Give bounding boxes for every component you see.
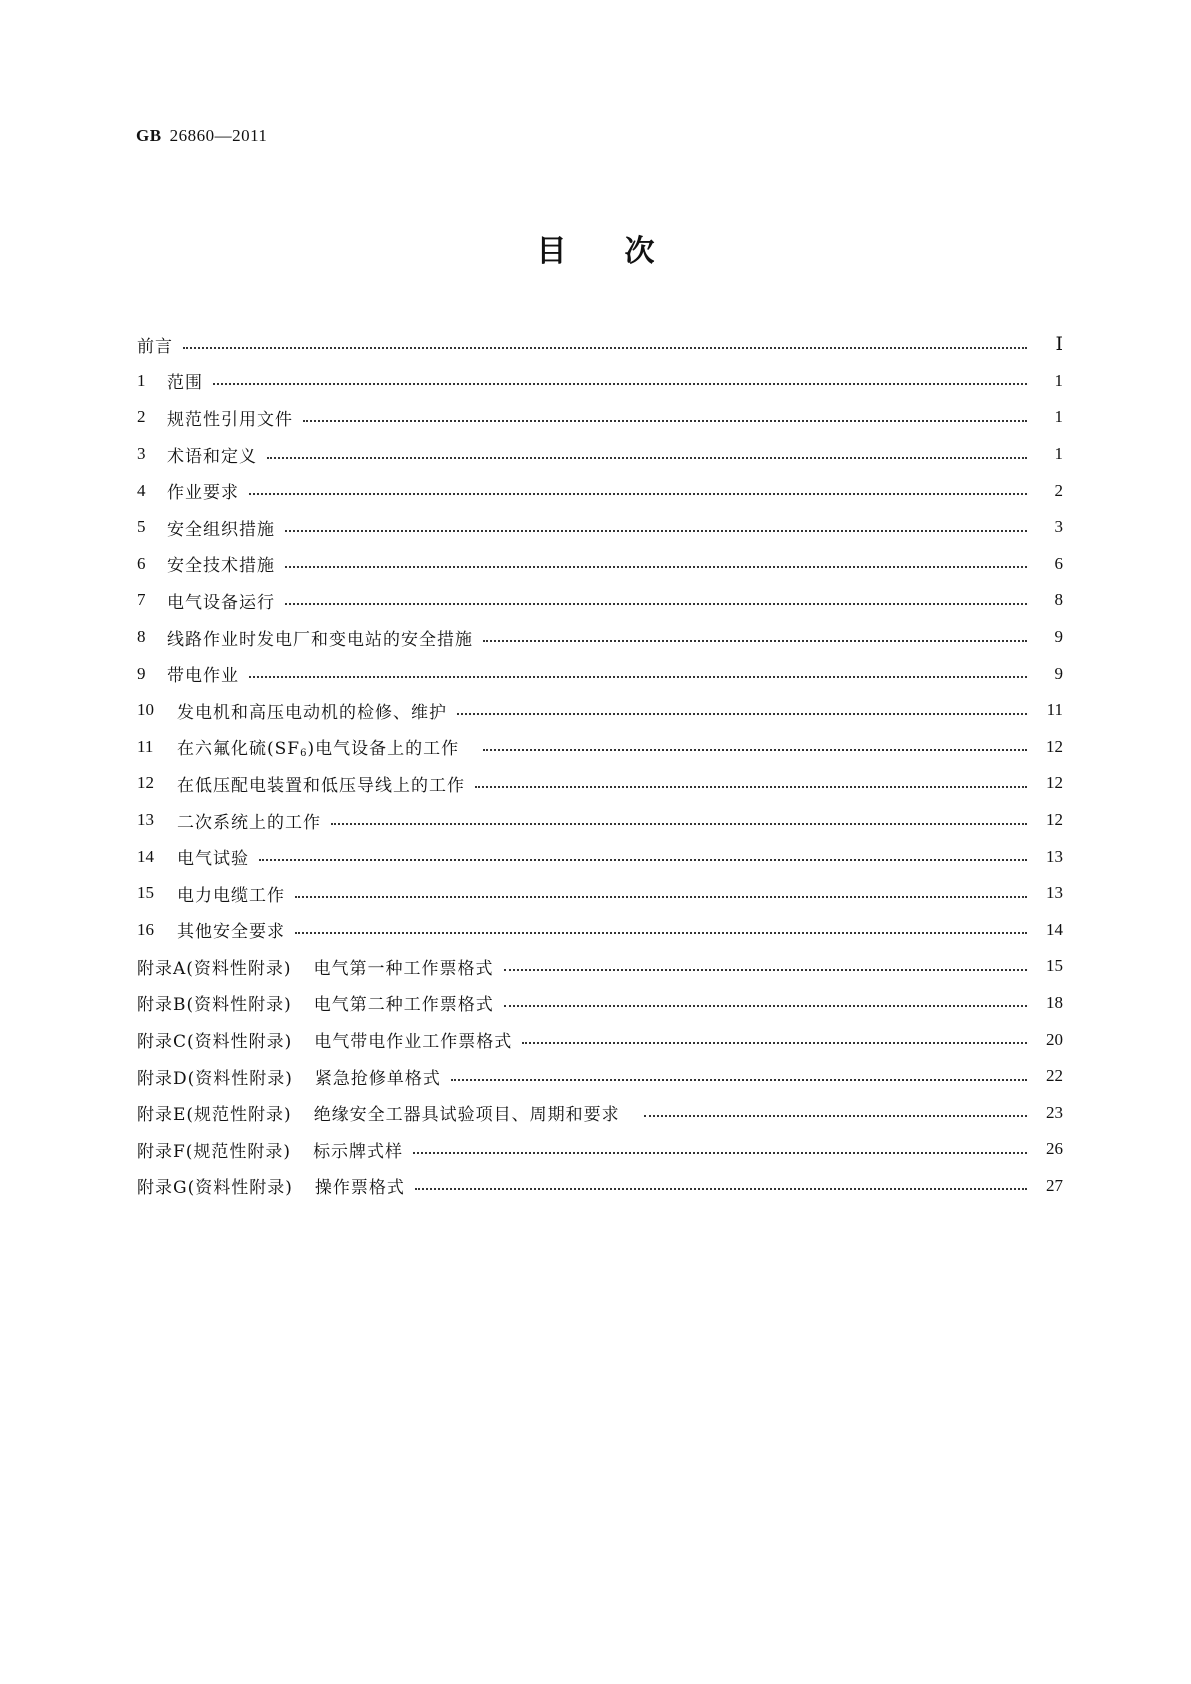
toc-leader-dots — [303, 419, 1027, 422]
toc-entry-number: 6 — [137, 553, 146, 573]
toc-appendix-label: 附录A(资料性附录) — [137, 958, 292, 979]
toc-entry-page: 20 — [1046, 1029, 1063, 1049]
toc-leader-dots — [285, 529, 1027, 532]
toc-entry-number: 10 — [137, 700, 154, 720]
toc-entry-12[interactable] — [137, 765, 1063, 802]
toc-entry-title: 安全组织措施 — [167, 519, 275, 540]
toc-leader-dots — [522, 1041, 1027, 1044]
toc-entry-14[interactable] — [137, 838, 1063, 875]
toc-leader-dots — [285, 565, 1027, 568]
toc-entry-title: 范围 — [167, 373, 203, 394]
toc-entry-13[interactable] — [137, 802, 1063, 839]
toc-leader-dots — [331, 822, 1027, 825]
toc-entry-2[interactable] — [137, 399, 1063, 436]
toc-appendix-label: 附录D(资料性附录) — [137, 1068, 293, 1089]
toc-entry-title: 紧急抢修单格式 — [314, 1068, 441, 1089]
toc-appendix-label: 附录F(规范性附录) — [137, 1141, 292, 1162]
toc-leader-dots — [183, 346, 1027, 349]
toc-entry-page: 1 — [1054, 444, 1063, 464]
toc-entry-page: 22 — [1046, 1066, 1063, 1086]
toc-entry-number: 2 — [137, 407, 146, 427]
toc-entry-title: 在六氟化硫$(SF_6)$电气设备上的工作 — [177, 739, 460, 760]
toc-entry-title: 术语和定义 — [167, 446, 257, 467]
toc-entry-4[interactable] — [137, 472, 1063, 509]
toc-entry-page: 12 — [1046, 810, 1063, 830]
toc-entry-appendix-c[interactable] — [137, 1021, 1063, 1058]
subscript-six: 6 — [300, 748, 308, 760]
toc-entry-page: 9 — [1054, 627, 1063, 647]
toc-entry-title: 在低压配电装置和低压导线上的工作 — [177, 775, 465, 796]
toc-entry-title: 电力电缆工作 — [177, 885, 285, 906]
standard-number: 26860—2011 — [169, 126, 268, 145]
toc-leader-dots — [483, 639, 1027, 642]
toc-leader-dots — [295, 895, 1027, 898]
table-of-contents — [137, 326, 1063, 1204]
toc-entry-11[interactable] — [137, 729, 1063, 766]
toc-entry-title: 发电机和高压电动机的检修、维护 — [177, 702, 447, 723]
toc-entry-title: 电气试验 — [177, 849, 249, 870]
toc-entry-page: 1 — [1054, 407, 1063, 427]
page-title — [0, 226, 1191, 270]
toc-entry-page: 13 — [1046, 846, 1063, 866]
toc-entry-number: 7 — [137, 590, 146, 610]
toc-entry-title: 作业要求 — [167, 483, 239, 504]
toc-entry-page: 12 — [1046, 773, 1063, 793]
toc-entry-page: 13 — [1046, 883, 1063, 903]
toc-appendix-label: 附录C(资料性附录) — [137, 1032, 293, 1053]
page-title-char-1: 目 — [536, 234, 567, 269]
toc-leader-dots — [483, 748, 1027, 751]
toc-entry-1[interactable] — [137, 363, 1063, 400]
toc-leader-dots — [259, 858, 1027, 861]
toc-entry-title: 绝缘安全工器具试验项目、周期和要求 — [313, 1105, 620, 1126]
toc-leader-dots — [285, 602, 1027, 605]
toc-entry-page: 18 — [1046, 992, 1063, 1012]
toc-entry-title: 电气第二种工作票格式 — [313, 995, 494, 1016]
toc-entry-appendix-f[interactable] — [137, 1131, 1063, 1168]
toc-leader-dots — [413, 1151, 1027, 1154]
toc-entry-page: 14 — [1046, 919, 1063, 939]
toc-entry-number: 5 — [137, 517, 146, 537]
toc-entry-appendix-a[interactable] — [137, 948, 1063, 985]
page-title-char-2: 次 — [624, 234, 655, 269]
toc-entry-appendix-d[interactable] — [137, 1058, 1063, 1095]
toc-entry-title: 电气带电作业工作票格式 — [314, 1032, 513, 1053]
toc-entry-page: 8 — [1054, 590, 1063, 610]
toc-entry-number: 1 — [137, 370, 146, 390]
toc-entry-page: 11 — [1046, 700, 1063, 720]
toc-entry-7[interactable] — [137, 582, 1063, 619]
toc-entry-title: 标示牌式样 — [313, 1141, 404, 1162]
toc-entry-title: 带电作业 — [167, 666, 239, 687]
toc-entry-number: 16 — [137, 919, 154, 939]
toc-appendix-label: 附录G(资料性附录) — [137, 1178, 293, 1199]
toc-entry-title: 其他安全要求 — [177, 922, 285, 943]
toc-entry-title: 二次系统上的工作 — [177, 812, 321, 833]
standard-prefix: GB — [136, 126, 162, 145]
toc-leader-dots — [475, 785, 1027, 788]
toc-entry-page: 3 — [1054, 517, 1063, 537]
toc-entry-title: 电气设备运行 — [167, 592, 275, 613]
toc-entry-page: 9 — [1054, 663, 1063, 683]
toc-entry-number: 13 — [137, 810, 154, 830]
toc-entry-number: 14 — [137, 846, 154, 866]
toc-entry-title: 线路作业时发电厂和变电站的安全措施 — [167, 629, 473, 650]
toc-entry-title: 前言 — [137, 336, 173, 357]
toc-leader-dots — [249, 675, 1027, 678]
toc-entry-page: 27 — [1046, 1175, 1063, 1195]
toc-entry-page: 6 — [1054, 553, 1063, 573]
toc-entry-16[interactable] — [137, 912, 1063, 949]
toc-entry-title: 安全技术措施 — [167, 556, 275, 577]
toc-appendix-label: 附录B(资料性附录) — [137, 995, 292, 1016]
toc-entry-page: Ⅰ — [1055, 333, 1063, 355]
toc-entry-number: 3 — [137, 444, 146, 464]
toc-entry-10[interactable] — [137, 692, 1063, 729]
toc-entry-number: 15 — [137, 883, 154, 903]
toc-entry-page: 12 — [1046, 736, 1063, 756]
toc-entry-foreword[interactable] — [137, 326, 1063, 363]
toc-entry-page: 15 — [1046, 956, 1063, 976]
toc-entry-appendix-g[interactable] — [137, 1168, 1063, 1205]
toc-entry-number: 12 — [137, 773, 154, 793]
toc-leader-dots — [415, 1187, 1027, 1190]
toc-leader-dots — [213, 382, 1027, 385]
toc-entry-page: 26 — [1046, 1139, 1063, 1159]
toc-entry-3[interactable] — [137, 436, 1063, 473]
toc-entry-page: 23 — [1046, 1102, 1063, 1122]
toc-entry-number: 9 — [137, 663, 146, 683]
toc-entry-title: 电气第一种工作票格式 — [313, 958, 494, 979]
toc-entry-appendix-b[interactable] — [137, 985, 1063, 1022]
toc-entry-page: 1 — [1054, 370, 1063, 390]
toc-entry-number: 11 — [137, 736, 154, 756]
toc-leader-dots — [644, 1114, 1027, 1117]
toc-appendix-label: 附录E(规范性附录) — [137, 1105, 292, 1126]
toc-leader-dots — [267, 456, 1027, 459]
toc-entry-page: 2 — [1054, 480, 1063, 500]
toc-entry-5[interactable] — [137, 509, 1063, 546]
toc-entry-number: 8 — [137, 627, 146, 647]
toc-entry-appendix-e[interactable] — [137, 1094, 1063, 1131]
toc-entry-8[interactable] — [137, 619, 1063, 656]
toc-leader-dots — [249, 492, 1027, 495]
toc-leader-dots — [457, 712, 1027, 715]
toc-entry-15[interactable] — [137, 875, 1063, 912]
toc-entry-6[interactable] — [137, 546, 1063, 583]
toc-entry-number: 4 — [137, 480, 146, 500]
toc-leader-dots — [451, 1078, 1027, 1081]
toc-entry-title: 规范性引用文件 — [167, 409, 293, 430]
toc-leader-dots — [295, 931, 1027, 934]
toc-leader-dots — [504, 1004, 1027, 1007]
toc-leader-dots — [504, 968, 1027, 971]
standard-code — [136, 126, 267, 146]
toc-entry-title: 操作票格式 — [314, 1178, 405, 1199]
toc-entry-9[interactable] — [137, 655, 1063, 692]
